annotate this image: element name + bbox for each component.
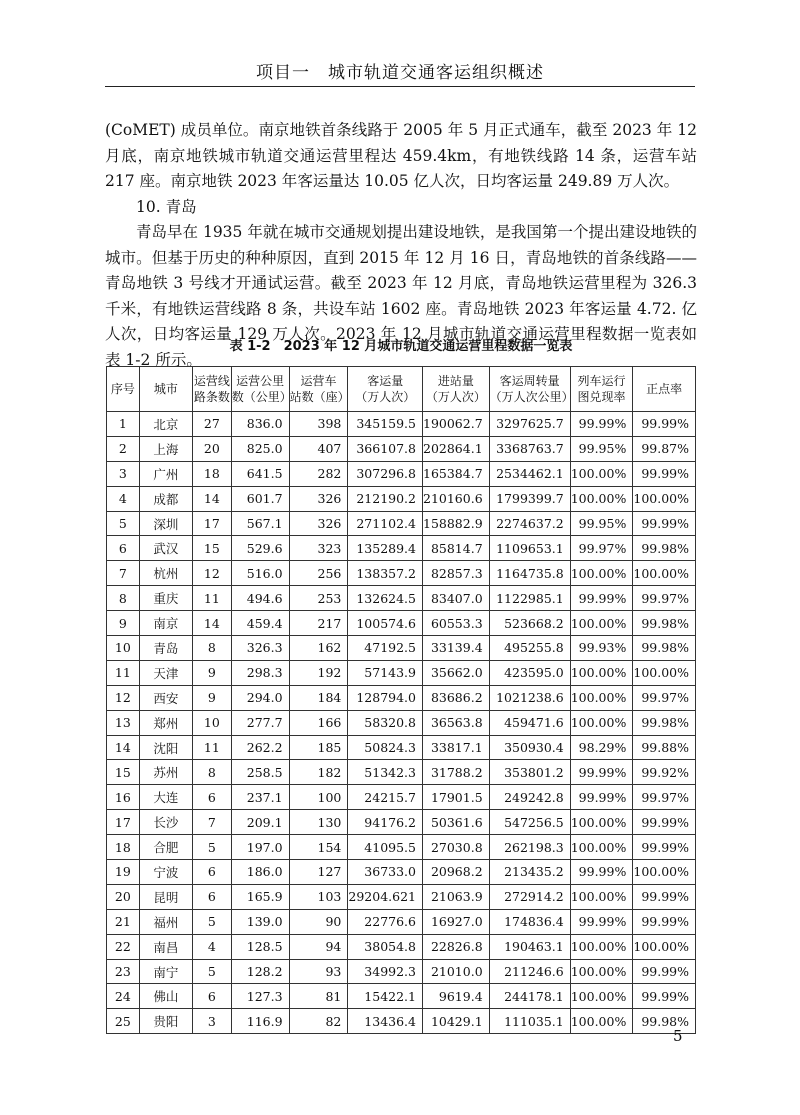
table-cell: 北京 (139, 412, 192, 437)
table-cell: 182 (289, 760, 348, 785)
table-cell: 128.2 (231, 959, 289, 984)
column-header: 列车运行 图兑现率 (570, 367, 633, 412)
table-cell: 14 (192, 611, 231, 636)
table-cell: 9619.4 (423, 984, 490, 1009)
column-header: 客运周转量 （万人次公里） (489, 367, 570, 412)
table-cell: 19 (107, 860, 140, 885)
table-cell: 99.98% (633, 611, 696, 636)
table-cell: 353801.2 (489, 760, 570, 785)
table-header-row (107, 367, 696, 412)
table-cell: 99.99% (633, 461, 696, 486)
table-cell: 100.00% (570, 710, 633, 735)
running-header: 项目一 城市轨道交通客运组织概述 (105, 58, 695, 87)
table-cell: 51342.3 (348, 760, 423, 785)
table-cell: 1021238.6 (489, 685, 570, 710)
table-cell: 516.0 (231, 561, 289, 586)
table-row (107, 1009, 696, 1034)
table-cell: 9 (107, 611, 140, 636)
table-cell: 22 (107, 934, 140, 959)
table-cell: 5 (192, 909, 231, 934)
table-cell: 94 (289, 934, 348, 959)
table-cell: 253 (289, 586, 348, 611)
table-cell: 99.97% (570, 536, 633, 561)
table-cell: 27 (192, 412, 231, 437)
table-cell: 326 (289, 486, 348, 511)
table-cell: 83407.0 (423, 586, 490, 611)
table-cell: 99.97% (633, 685, 696, 710)
column-header: 运营车 站数（座） (289, 367, 348, 412)
table-cell: 138357.2 (348, 561, 423, 586)
table-cell: 99.99% (570, 586, 633, 611)
table-cell: 529.6 (231, 536, 289, 561)
table-cell: 3 (192, 1009, 231, 1034)
table-cell: 17901.5 (423, 785, 490, 810)
table-cell: 190062.7 (423, 412, 490, 437)
table-cell: 116.9 (231, 1009, 289, 1034)
table-cell: 99.99% (570, 909, 633, 934)
table-row (107, 611, 696, 636)
table-cell: 15422.1 (348, 984, 423, 1009)
table-cell: 82857.3 (423, 561, 490, 586)
table-cell: 1799399.7 (489, 486, 570, 511)
table-cell: 杭州 (139, 561, 192, 586)
table-cell: 5 (107, 511, 140, 536)
table-cell: 93 (289, 959, 348, 984)
table-cell: 99.99% (633, 909, 696, 934)
table-cell: 21 (107, 909, 140, 934)
table-cell: 100.00% (633, 660, 696, 685)
table-cell: 上海 (139, 436, 192, 461)
table-cell: 132624.5 (348, 586, 423, 611)
table-cell: 12 (107, 685, 140, 710)
table-cell: 307296.8 (348, 461, 423, 486)
table-cell: 100 (289, 785, 348, 810)
table-cell: 12 (192, 561, 231, 586)
table-cell: 407 (289, 436, 348, 461)
page-number: 5 (673, 1027, 683, 1045)
table-row (107, 735, 696, 760)
table-row (107, 785, 696, 810)
table-cell: 298.3 (231, 660, 289, 685)
table-row (107, 685, 696, 710)
table-row (107, 461, 696, 486)
table-cell: 217 (289, 611, 348, 636)
table-cell: 20 (107, 884, 140, 909)
table-cell: 3368763.7 (489, 436, 570, 461)
table-cell: 100.00% (570, 984, 633, 1009)
table-cell: 326.3 (231, 636, 289, 661)
table-cell: 22776.6 (348, 909, 423, 934)
table-cell: 5 (192, 959, 231, 984)
table-cell: 9 (192, 685, 231, 710)
table-cell: 8 (192, 636, 231, 661)
table-cell: 100.00% (570, 810, 633, 835)
table-cell: 423595.0 (489, 660, 570, 685)
table-cell: 237.1 (231, 785, 289, 810)
table-row (107, 436, 696, 461)
table-cell: 2274637.2 (489, 511, 570, 536)
table-cell: 154 (289, 835, 348, 860)
table-cell: 139.0 (231, 909, 289, 934)
table-cell: 398 (289, 412, 348, 437)
table-cell: 271102.4 (348, 511, 423, 536)
table-cell: 佛山 (139, 984, 192, 1009)
table-cell: 7 (192, 810, 231, 835)
table-row (107, 486, 696, 511)
table-cell: 165.9 (231, 884, 289, 909)
table-cell: 99.99% (633, 884, 696, 909)
table-cell: 47192.5 (348, 636, 423, 661)
table-cell: 494.6 (231, 586, 289, 611)
table-cell: 33139.4 (423, 636, 490, 661)
table-cell: 昆明 (139, 884, 192, 909)
table-cell: 495255.8 (489, 636, 570, 661)
table-cell: 111035.1 (489, 1009, 570, 1034)
table-cell: 27030.8 (423, 835, 490, 860)
table-cell: 22826.8 (423, 934, 490, 959)
table-row (107, 586, 696, 611)
table-cell: 36563.8 (423, 710, 490, 735)
table-row (107, 710, 696, 735)
table-cell: 158882.9 (423, 511, 490, 536)
table-cell: 99.99% (570, 760, 633, 785)
table-cell: 210160.6 (423, 486, 490, 511)
table-cell: 547256.5 (489, 810, 570, 835)
table-cell: 294.0 (231, 685, 289, 710)
table-cell: 99.99% (633, 835, 696, 860)
table-cell: 262198.3 (489, 835, 570, 860)
table-row (107, 810, 696, 835)
table-cell: 3 (107, 461, 140, 486)
table-cell: 24 (107, 984, 140, 1009)
table-cell: 10 (192, 710, 231, 735)
table-cell: 100.00% (570, 461, 633, 486)
table-cell: 2 (107, 436, 140, 461)
table-cell: 99.97% (633, 785, 696, 810)
table-cell: 58320.8 (348, 710, 423, 735)
table-cell: 宁波 (139, 860, 192, 885)
table-cell: 21063.9 (423, 884, 490, 909)
table-cell: 99.99% (570, 860, 633, 885)
table-cell: 103 (289, 884, 348, 909)
table-cell: 38054.8 (348, 934, 423, 959)
table-cell: 197.0 (231, 835, 289, 860)
table-cell: 31788.2 (423, 760, 490, 785)
table-cell: 258.5 (231, 760, 289, 785)
table-cell: 9 (192, 660, 231, 685)
table-cell: 重庆 (139, 586, 192, 611)
column-header: 进站量 （万人次） (423, 367, 490, 412)
table-cell: 1 (107, 412, 140, 437)
section-heading-qingdao: 10. 青岛 (136, 197, 197, 216)
table-cell: 100.00% (633, 860, 696, 885)
table-cell: 14 (107, 735, 140, 760)
table-cell: 天津 (139, 660, 192, 685)
table-cell: 33817.1 (423, 735, 490, 760)
table-cell: 57143.9 (348, 660, 423, 685)
table-cell: 贵阳 (139, 1009, 192, 1034)
table-cell: 4 (107, 486, 140, 511)
table-cell: 20 (192, 436, 231, 461)
table-cell: 99.98% (633, 636, 696, 661)
table-cell: 94176.2 (348, 810, 423, 835)
table-cell: 256 (289, 561, 348, 586)
table-cell: 100.00% (570, 486, 633, 511)
table-cell: 南宁 (139, 959, 192, 984)
table-cell: 14 (192, 486, 231, 511)
table-cell: 深圳 (139, 511, 192, 536)
table-cell: 244178.1 (489, 984, 570, 1009)
table-cell: 100.00% (633, 486, 696, 511)
table-row (107, 561, 696, 586)
table-cell: 青岛 (139, 636, 192, 661)
table-cell: 100.00% (570, 561, 633, 586)
table-cell: 8 (107, 586, 140, 611)
table-cell: 60553.3 (423, 611, 490, 636)
table-cell: 350930.4 (489, 735, 570, 760)
table-row (107, 536, 696, 561)
table-cell: 3297625.7 (489, 412, 570, 437)
table-cell: 99.92% (633, 760, 696, 785)
table-cell: 127.3 (231, 984, 289, 1009)
table-cell: 99.99% (570, 785, 633, 810)
table-cell: 10 (107, 636, 140, 661)
table-row (107, 511, 696, 536)
table-cell: 601.7 (231, 486, 289, 511)
table-cell: 29204.621 (348, 884, 423, 909)
table-row (107, 884, 696, 909)
table-cell: 98.29% (570, 735, 633, 760)
table-cell: 202864.1 (423, 436, 490, 461)
table-cell: 262.2 (231, 735, 289, 760)
table-cell: 50824.3 (348, 735, 423, 760)
table-cell: 85814.7 (423, 536, 490, 561)
table-cell: 100574.6 (348, 611, 423, 636)
column-header: 运营线 路条数 (192, 367, 231, 412)
table-cell: 211246.6 (489, 959, 570, 984)
table-cell: 100.00% (570, 660, 633, 685)
table-cell: 825.0 (231, 436, 289, 461)
table-cell: 18 (192, 461, 231, 486)
table-cell: 6 (192, 860, 231, 885)
table-cell: 277.7 (231, 710, 289, 735)
table-cell: 7 (107, 561, 140, 586)
table-cell: 185 (289, 735, 348, 760)
table-cell: 190463.1 (489, 934, 570, 959)
table-cell: 11 (192, 586, 231, 611)
table-cell: 6 (192, 984, 231, 1009)
table-cell: 23 (107, 959, 140, 984)
table-cell: 184 (289, 685, 348, 710)
table-cell: 6 (192, 785, 231, 810)
table-cell: 100.00% (633, 561, 696, 586)
table-cell: 100.00% (570, 934, 633, 959)
table-cell: 99.93% (570, 636, 633, 661)
table-cell: 100.00% (570, 685, 633, 710)
table-cell: 武汉 (139, 536, 192, 561)
table-cell: 6 (192, 884, 231, 909)
table-cell: 沈阳 (139, 735, 192, 760)
table-cell: 18 (107, 835, 140, 860)
column-header: 正点率 (633, 367, 696, 412)
table-cell: 50361.6 (423, 810, 490, 835)
table-cell: 99.98% (633, 710, 696, 735)
table-row (107, 760, 696, 785)
column-header: 客运量 （万人次） (348, 367, 423, 412)
table-cell: 11 (192, 735, 231, 760)
table-cell: 西安 (139, 685, 192, 710)
table-cell: 99.99% (633, 511, 696, 536)
table-cell: 成都 (139, 486, 192, 511)
table-cell: 459471.6 (489, 710, 570, 735)
table-cell: 135289.4 (348, 536, 423, 561)
table-cell: 272914.2 (489, 884, 570, 909)
table-cell: 1164735.8 (489, 561, 570, 586)
table-cell: 83686.2 (423, 685, 490, 710)
table-cell: 13436.4 (348, 1009, 423, 1034)
table-body (107, 412, 696, 1034)
table-cell: 366107.8 (348, 436, 423, 461)
table-row (107, 860, 696, 885)
table-cell: 15 (107, 760, 140, 785)
table-cell: 4 (192, 934, 231, 959)
table-cell: 128794.0 (348, 685, 423, 710)
paragraph-nanjing: (CoMET) 成员单位。南京地铁首条线路于 2005 年 5 月正式通车，截至 2023 年 12 月底，南京地铁城市轨道交通运营里程达 459.4km，有地铁线路 14 条，运营车站 217 座。南京地铁 2023 年客运量达 10.05 亿人次，日均客运量 249.89 万人次。 (105, 121, 697, 190)
table-cell: 34992.3 (348, 959, 423, 984)
table-cell: 南昌 (139, 934, 192, 959)
table-cell: 15 (192, 536, 231, 561)
table-cell: 2534462.1 (489, 461, 570, 486)
table-cell: 90 (289, 909, 348, 934)
table-row (107, 835, 696, 860)
table-row (107, 412, 696, 437)
table-cell: 186.0 (231, 860, 289, 885)
column-header: 运营公里 数（公里） (231, 367, 289, 412)
table-cell: 100.00% (570, 959, 633, 984)
table-cell: 南京 (139, 611, 192, 636)
table-cell: 99.98% (633, 536, 696, 561)
table-cell: 174836.4 (489, 909, 570, 934)
mileage-table (106, 366, 696, 1034)
table-cell: 100.00% (570, 884, 633, 909)
table-cell: 162 (289, 636, 348, 661)
table-cell: 长沙 (139, 810, 192, 835)
table-cell: 99.99% (633, 984, 696, 1009)
table-cell: 100.00% (570, 835, 633, 860)
table-cell: 35662.0 (423, 660, 490, 685)
column-header: 城市 (139, 367, 192, 412)
table-cell: 282 (289, 461, 348, 486)
table-cell: 99.99% (633, 810, 696, 835)
table-cell: 41095.5 (348, 835, 423, 860)
table-cell: 广州 (139, 461, 192, 486)
table-cell: 99.95% (570, 511, 633, 536)
paragraph-qingdao: 青岛早在 1935 年就在城市交通规划提出建设地铁，是我国第一个提出建设地铁的城市。但基于历史的种种原因，直到 2015 年 12 月 16 日，青岛地铁的首条线路——青岛地铁 3 号线才开通试运营。截至 2023 年 12 月底，青岛地铁运营里程为 326.3 千米，有地铁运营线路 8 条，共设车站 1602 座。青岛地铁 2023 年客运量 4.72. 亿人次，日均客运量 129 万人次。2023 年 12 月城市轨道交通运营里程数据一览表如表 1-2 所示。 (105, 223, 697, 369)
table-cell: 25 (107, 1009, 140, 1034)
table-cell: 6 (107, 536, 140, 561)
table-cell: 99.87% (633, 436, 696, 461)
table-row (107, 984, 696, 1009)
table-cell: 36733.0 (348, 860, 423, 885)
table-cell: 459.4 (231, 611, 289, 636)
table-cell: 130 (289, 810, 348, 835)
table-cell: 福州 (139, 909, 192, 934)
table-cell: 100.00% (633, 934, 696, 959)
table-cell: 213435.2 (489, 860, 570, 885)
table-row (107, 909, 696, 934)
table-cell: 1109653.1 (489, 536, 570, 561)
column-header: 序号 (107, 367, 140, 412)
table-cell: 100.00% (570, 611, 633, 636)
table-cell: 212190.2 (348, 486, 423, 511)
table-cell: 641.5 (231, 461, 289, 486)
table-cell: 128.5 (231, 934, 289, 959)
table-cell: 99.99% (633, 412, 696, 437)
table-cell: 8 (192, 760, 231, 785)
table-cell: 209.1 (231, 810, 289, 835)
table-cell: 10429.1 (423, 1009, 490, 1034)
table-cell: 323 (289, 536, 348, 561)
table-cell: 326 (289, 511, 348, 536)
table-cell: 82 (289, 1009, 348, 1034)
table-cell: 99.99% (633, 959, 696, 984)
table-cell: 大连 (139, 785, 192, 810)
table-cell: 99.98% (633, 1009, 696, 1034)
table-row (107, 959, 696, 984)
table-cell: 165384.7 (423, 461, 490, 486)
table-cell: 13 (107, 710, 140, 735)
table-cell: 567.1 (231, 511, 289, 536)
table-cell: 24215.7 (348, 785, 423, 810)
table-cell: 5 (192, 835, 231, 860)
table-row (107, 636, 696, 661)
table-cell: 99.88% (633, 735, 696, 760)
table-cell: 21010.0 (423, 959, 490, 984)
table-cell: 11 (107, 660, 140, 685)
table-row (107, 660, 696, 685)
table-cell: 郑州 (139, 710, 192, 735)
table-cell: 523668.2 (489, 611, 570, 636)
table-cell: 127 (289, 860, 348, 885)
table-cell: 99.99% (570, 412, 633, 437)
table-cell: 1122985.1 (489, 586, 570, 611)
table-cell: 345159.5 (348, 412, 423, 437)
table-cell: 166 (289, 710, 348, 735)
table-cell: 16 (107, 785, 140, 810)
table-cell: 17 (192, 511, 231, 536)
table-row (107, 934, 696, 959)
table-cell: 836.0 (231, 412, 289, 437)
table-cell: 16927.0 (423, 909, 490, 934)
table-cell: 20968.2 (423, 860, 490, 885)
table-cell: 苏州 (139, 760, 192, 785)
table-cell: 99.97% (633, 586, 696, 611)
table-caption: 表 1-2 2023 年 12 月城市轨道交通运营里程数据一览表 (229, 339, 573, 354)
table-cell: 99.95% (570, 436, 633, 461)
table-cell: 249242.8 (489, 785, 570, 810)
table-cell: 100.00% (570, 1009, 633, 1034)
table-cell: 合肥 (139, 835, 192, 860)
table-cell: 17 (107, 810, 140, 835)
table-cell: 192 (289, 660, 348, 685)
table-cell: 81 (289, 984, 348, 1009)
